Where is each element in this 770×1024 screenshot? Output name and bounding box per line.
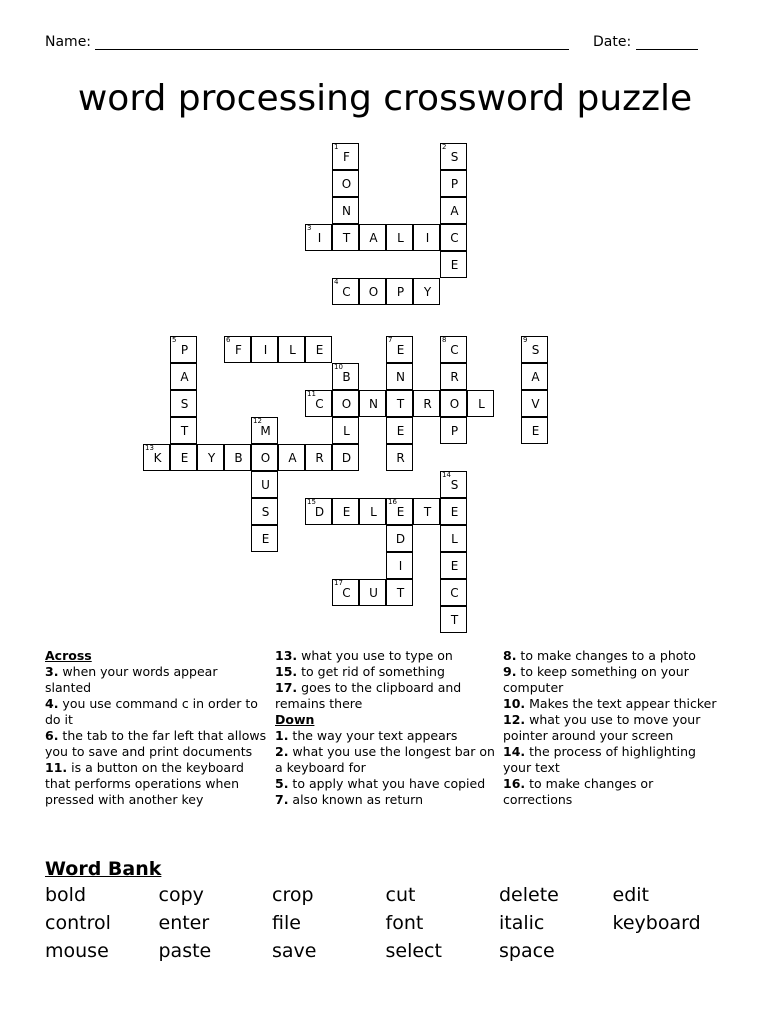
cell-letter: E	[396, 343, 405, 357]
clue-text: what you use to type on	[297, 648, 453, 663]
clue	[503, 744, 725, 776]
grid-cell[interactable]	[305, 336, 332, 363]
cell-number: 10	[334, 363, 343, 371]
grid-cell[interactable]	[251, 471, 278, 498]
cell-letter: T	[396, 586, 405, 600]
grid-cell[interactable]	[440, 606, 467, 633]
cell-letter: L	[370, 505, 377, 519]
clue-number: 2.	[275, 744, 289, 759]
clue-text: to keep something on your computer	[503, 664, 689, 695]
cell-letter: C	[315, 397, 324, 411]
cell-letter: T	[450, 613, 459, 627]
grid-cell[interactable]	[359, 224, 386, 251]
grid-cell[interactable]	[278, 444, 305, 471]
cell-letter: E	[261, 532, 270, 546]
cell-number: 3	[307, 224, 312, 232]
cell-letter: I	[425, 231, 430, 245]
grid-cell[interactable]	[440, 417, 467, 444]
grid-cell[interactable]	[521, 417, 548, 444]
grid-cell[interactable]	[224, 444, 251, 471]
name-label: Name:	[45, 34, 92, 50]
clue	[503, 776, 725, 808]
grid-cell[interactable]	[386, 498, 413, 525]
clue-number: 15.	[275, 664, 298, 679]
cell-letter: A	[288, 451, 297, 465]
grid-cell[interactable]	[386, 579, 413, 606]
clue-number: 14.	[503, 744, 526, 759]
cell-letter: I	[263, 343, 268, 357]
grid-cell[interactable]	[332, 224, 359, 251]
grid-cell[interactable]	[440, 525, 467, 552]
grid-cell[interactable]	[170, 390, 197, 417]
grid-cell[interactable]	[332, 444, 359, 471]
cell-number: 16	[388, 498, 397, 506]
grid-cell[interactable]	[440, 336, 467, 363]
clue-number: 5.	[275, 776, 289, 791]
cell-letter: C	[450, 586, 459, 600]
clue-number: 7.	[275, 792, 289, 807]
cell-letter: I	[317, 231, 322, 245]
cell-letter: C	[450, 343, 459, 357]
clue-text: to make changes to a photo	[516, 648, 696, 663]
cell-letter: B	[342, 370, 351, 384]
date-label: Date:	[593, 34, 632, 50]
grid-cell[interactable]	[359, 278, 386, 305]
cell-letter: U	[261, 478, 270, 492]
cell-letter: A	[531, 370, 540, 384]
cell-number: 4	[334, 278, 339, 286]
word-bank-item: delete	[499, 884, 559, 906]
grid-cell[interactable]	[332, 390, 359, 417]
clue	[275, 728, 497, 744]
clue-number: 4.	[45, 696, 59, 711]
clues-column-3	[503, 648, 725, 808]
grid-cell[interactable]	[386, 390, 413, 417]
clue-number: 16.	[503, 776, 526, 791]
cell-letter: R	[396, 451, 405, 465]
cell-letter: D	[314, 505, 325, 519]
cell-letter: R	[423, 397, 432, 411]
clue	[45, 728, 267, 760]
cell-letter: L	[343, 424, 350, 438]
grid-cell[interactable]	[251, 417, 278, 444]
clue-text: Makes the text appear thicker	[525, 696, 717, 711]
word-bank-item: control	[45, 912, 111, 934]
grid-cell[interactable]	[386, 278, 413, 305]
cell-number: 15	[307, 498, 316, 506]
word-bank-title: Word Bank	[45, 858, 162, 880]
cell-letter: L	[451, 532, 458, 546]
word-bank-item: enter	[158, 912, 210, 934]
grid-cell[interactable]	[440, 498, 467, 525]
cell-letter: S	[450, 150, 459, 164]
cell-number: 12	[253, 417, 262, 425]
grid-cell[interactable]	[440, 143, 467, 170]
cell-letter: R	[450, 370, 459, 384]
clue-number: 13.	[275, 648, 298, 663]
cell-letter: F	[235, 343, 242, 357]
cell-letter: E	[531, 424, 540, 438]
grid-cell[interactable]	[251, 336, 278, 363]
cell-letter: E	[450, 559, 459, 573]
clue-number: 9.	[503, 664, 517, 679]
word-bank-item: save	[272, 940, 317, 962]
cell-number: 7	[388, 336, 393, 344]
grid-cell[interactable]	[359, 579, 386, 606]
grid-cell[interactable]	[521, 363, 548, 390]
grid-cell[interactable]	[305, 444, 332, 471]
clue-text: the way your text appears	[288, 728, 458, 743]
grid-cell[interactable]	[332, 143, 359, 170]
word-bank-item: select	[385, 940, 442, 962]
word-bank-item: paste	[158, 940, 212, 962]
cell-letter: R	[315, 451, 324, 465]
cell-letter: L	[289, 343, 296, 357]
grid-cell[interactable]	[386, 552, 413, 579]
clue	[275, 680, 497, 712]
grid-cell[interactable]	[386, 224, 413, 251]
cell-letter: O	[341, 397, 352, 411]
clue	[45, 696, 267, 728]
page-title: word processing crossword puzzle	[77, 78, 693, 119]
clue-text: what you use the longest bar on a keyboard for	[275, 744, 495, 775]
cell-letter: E	[315, 343, 324, 357]
grid-cell[interactable]	[413, 278, 440, 305]
cell-letter: N	[342, 204, 351, 218]
cell-letter: E	[180, 451, 189, 465]
grid-cell[interactable]	[143, 444, 170, 471]
cell-letter: E	[342, 505, 351, 519]
word-bank-item: edit	[612, 884, 649, 906]
cell-number: 1	[334, 143, 339, 151]
word-bank-item: keyboard	[612, 912, 701, 934]
cell-letter: T	[396, 397, 405, 411]
cell-letter: P	[396, 285, 405, 299]
grid-cell[interactable]	[170, 417, 197, 444]
word-bank-item: italic	[499, 912, 545, 934]
clue-number: 11.	[45, 760, 68, 775]
clues-column-2	[275, 648, 497, 808]
cell-letter: O	[341, 177, 352, 191]
grid-cell[interactable]	[386, 525, 413, 552]
cell-letter: E	[396, 424, 405, 438]
grid-cell[interactable]	[386, 417, 413, 444]
clue	[275, 664, 497, 680]
word-bank-item: cut	[385, 884, 416, 906]
cell-letter: O	[260, 451, 271, 465]
cell-number: 6	[226, 336, 231, 344]
grid-cell[interactable]	[440, 251, 467, 278]
grid-cell[interactable]	[332, 197, 359, 224]
cell-letter: D	[395, 532, 406, 546]
cell-letter: O	[368, 285, 379, 299]
cell-letter: E	[396, 505, 405, 519]
clue-text: you use command c in order to do it	[45, 696, 258, 727]
cell-letter: K	[153, 451, 162, 465]
cell-letter: T	[423, 505, 432, 519]
grid-cell[interactable]	[440, 363, 467, 390]
cell-letter: U	[369, 586, 378, 600]
clue	[45, 664, 267, 696]
cell-letter: O	[449, 397, 460, 411]
grid-cell[interactable]	[440, 471, 467, 498]
grid-cell[interactable]	[332, 278, 359, 305]
grid-cell[interactable]	[251, 525, 278, 552]
cell-letter: T	[342, 231, 351, 245]
cell-letter: E	[450, 505, 459, 519]
grid-cell[interactable]	[332, 417, 359, 444]
cell-number: 8	[442, 336, 447, 344]
cell-letter: I	[398, 559, 403, 573]
cell-number: 5	[172, 336, 177, 344]
clue-number: 8.	[503, 648, 517, 663]
cell-letter: E	[450, 258, 459, 272]
grid-cell[interactable]	[386, 336, 413, 363]
grid-cell[interactable]	[305, 498, 332, 525]
clue	[275, 648, 497, 664]
clue	[503, 712, 725, 744]
clue	[275, 776, 497, 792]
grid-cell[interactable]	[278, 336, 305, 363]
clue-section-heading: Down	[275, 712, 315, 727]
clue-text: the process of highlighting your text	[503, 744, 696, 775]
clue-text: what you use to move your pointer around your screen	[503, 712, 701, 743]
cell-letter: C	[450, 231, 459, 245]
clue-number: 1.	[275, 728, 289, 743]
cell-letter: P	[180, 343, 189, 357]
cell-letter: N	[396, 370, 405, 384]
grid-cell[interactable]	[251, 444, 278, 471]
grid-cell[interactable]	[332, 170, 359, 197]
cell-number: 11	[307, 390, 316, 398]
cell-letter: V	[531, 397, 540, 411]
clue-text: to make changes or corrections	[503, 776, 654, 807]
cell-letter: P	[450, 177, 459, 191]
clue-text: also known as return	[288, 792, 423, 807]
grid-cell[interactable]	[386, 363, 413, 390]
cell-letter: S	[261, 505, 270, 519]
cell-letter: S	[180, 397, 189, 411]
cell-letter: B	[234, 451, 243, 465]
clue	[503, 664, 725, 696]
clue-text: is a button on the keyboard that performs operations when pressed with another key	[45, 760, 244, 807]
clue-number: 17.	[275, 680, 298, 695]
grid-cell[interactable]	[440, 579, 467, 606]
grid-cell[interactable]	[170, 444, 197, 471]
grid-cell[interactable]	[413, 224, 440, 251]
clue	[275, 792, 497, 808]
word-bank-item: mouse	[45, 940, 109, 962]
grid-cell[interactable]	[440, 170, 467, 197]
clue-text: goes to the clipboard and remains there	[275, 680, 462, 711]
clue-number: 10.	[503, 696, 526, 711]
cell-letter: A	[450, 204, 459, 218]
grid-cell[interactable]	[224, 336, 251, 363]
clue-text: to apply what you have copied	[288, 776, 486, 791]
cell-letter: T	[180, 424, 189, 438]
cell-letter: D	[341, 451, 352, 465]
cell-number: 14	[442, 471, 451, 479]
clue	[275, 744, 497, 776]
cell-letter: P	[450, 424, 459, 438]
clue-number: 6.	[45, 728, 59, 743]
cell-letter: A	[180, 370, 189, 384]
grid-cell[interactable]	[170, 336, 197, 363]
grid-cell[interactable]	[386, 444, 413, 471]
clue-number: 12.	[503, 712, 526, 727]
clue-section-heading: Across	[45, 648, 92, 663]
cell-number: 2	[442, 143, 447, 151]
grid-cell[interactable]	[521, 336, 548, 363]
clue	[503, 648, 725, 664]
clue-number: 3.	[45, 664, 59, 679]
clues-column-1	[45, 648, 267, 808]
word-bank-item: copy	[158, 884, 204, 906]
word-bank-item: font	[385, 912, 424, 934]
grid-cell[interactable]	[305, 390, 332, 417]
grid-cell[interactable]	[332, 363, 359, 390]
grid-cell[interactable]	[359, 498, 386, 525]
cell-letter: L	[397, 231, 404, 245]
cell-letter: C	[342, 586, 351, 600]
grid-cell[interactable]	[197, 444, 224, 471]
cell-letter: S	[531, 343, 540, 357]
grid-cell[interactable]	[440, 224, 467, 251]
cell-letter: M	[260, 424, 271, 438]
cell-letter: L	[478, 397, 485, 411]
cell-number: 17	[334, 579, 343, 587]
cell-number: 9	[523, 336, 528, 344]
clue-text: when your words appear slanted	[45, 664, 218, 695]
cell-letter: C	[342, 285, 351, 299]
grid-cell[interactable]	[467, 390, 494, 417]
cell-letter: Y	[423, 285, 432, 299]
cell-number: 13	[145, 444, 154, 452]
grid-cell[interactable]	[359, 390, 386, 417]
cell-letter: S	[450, 478, 459, 492]
word-bank-item: bold	[45, 884, 87, 906]
grid-cell[interactable]	[440, 197, 467, 224]
grid-cell[interactable]	[332, 498, 359, 525]
cell-letter: A	[369, 231, 378, 245]
grid-cell[interactable]	[251, 498, 278, 525]
clue-text: to get rid of something	[297, 664, 445, 679]
word-bank-item: file	[272, 912, 301, 934]
grid-cell[interactable]	[305, 224, 332, 251]
word-bank-item: crop	[272, 884, 314, 906]
cell-letter: Y	[207, 451, 216, 465]
grid-cell[interactable]	[413, 498, 440, 525]
clue-text: the tab to the far left that allows you to save and print documents	[45, 728, 267, 759]
cell-letter: N	[369, 397, 378, 411]
cell-letter: F	[343, 150, 350, 164]
grid-cell[interactable]	[413, 390, 440, 417]
grid-cell[interactable]	[332, 579, 359, 606]
clue	[503, 696, 725, 712]
clue	[45, 760, 267, 808]
grid-cell[interactable]	[440, 390, 467, 417]
grid-cell[interactable]	[440, 552, 467, 579]
word-bank-item: space	[499, 940, 555, 962]
grid-cell[interactable]	[521, 390, 548, 417]
grid-cell[interactable]	[170, 363, 197, 390]
